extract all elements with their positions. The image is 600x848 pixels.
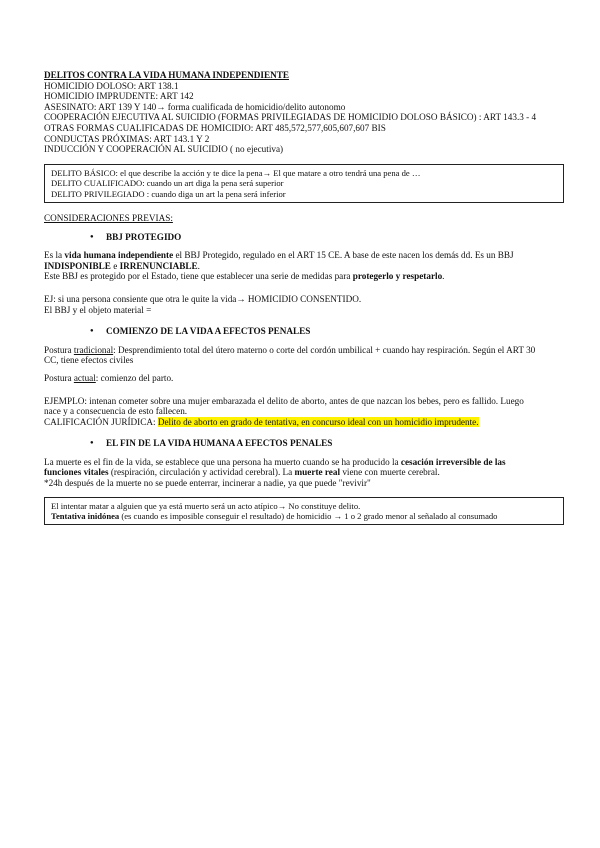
text: e	[110, 260, 120, 271]
text: : comienzo del parto.	[95, 372, 174, 383]
paragraph	[44, 457, 564, 489]
header-line: INDUCCIÓN Y COOPERACIÓN AL SUICIDIO ( no ejecutiva)	[44, 144, 284, 155]
text: (es cuando es imposible conseguir el resultado) de homicidio → 1 o 2 grado menor al señalado al consumado	[119, 511, 498, 522]
definitions-box	[44, 164, 564, 203]
text: (respiración, circulación y actividad cerebral). La	[108, 467, 295, 478]
box-line: DELITO BÁSICO: el que describe la acción y te dice la pena→ El que matare a otro tendrá una pena de …	[51, 167, 421, 178]
section-heading: CONSIDERACIONES PREVIAS:	[44, 212, 173, 223]
bold-text: Tentativa inidónea	[51, 511, 120, 522]
bold-text: vida humana independiente	[64, 250, 174, 261]
paragraph	[44, 250, 564, 282]
document-page	[44, 70, 564, 525]
box-line	[51, 511, 557, 521]
bold-text: IRRENUNCIABLE	[119, 260, 198, 271]
text: *24h después de la muerte no se puede enterrar, incinerar a nadie, ya que puede "revivir"	[44, 478, 371, 489]
text: el BBJ Protegido, regulado en el ART 15 CE. A base de este nacen los demás dd. Es un BBJ	[173, 250, 514, 261]
bullet-heading-text: EL FIN DE LA VIDA HUMANA A EFECTOS PENALES	[106, 438, 333, 449]
text: Postura	[44, 372, 74, 383]
header-line: HOMICIDIO DOLOSO: ART 138.1	[44, 80, 179, 91]
paragraph	[44, 345, 564, 366]
bullet-heading-text: COMIENZO DE LA VIDA A EFECTOS PENALES	[106, 326, 311, 337]
text: .	[197, 260, 200, 271]
paragraph	[44, 373, 564, 384]
text: Es la	[44, 250, 65, 261]
bold-text: cesación irreversible de las	[400, 456, 506, 467]
tentativa-box	[44, 497, 564, 526]
header-line: HOMICIDIO IMPRUDENTE: ART 142	[44, 91, 194, 102]
header-line: COOPERACIÓN EJECUTIVA AL SUICIDIO (FORMAS PRIVILEGIADAS DE HOMICIDIO DOLOSO BÁSICO) : ART 143.3 - 4	[44, 112, 537, 123]
bold-text: INDISPONIBLE	[44, 260, 111, 271]
text: Postura	[44, 344, 74, 355]
box-line: DELITO PRIVILEGIADO : cuando diga un art la pena será inferior	[51, 188, 286, 199]
text: EJ: si una persona consiente que otra le quite la vida→ HOMICIDIO CONSENTIDO.	[44, 293, 362, 304]
bold-text: protegerlo y respetarlo	[352, 271, 443, 282]
bullet-heading-comienzo	[44, 326, 564, 337]
text: CC, tiene efectos civiles	[44, 355, 134, 366]
text: .	[442, 271, 445, 282]
header-line: ASESINATO: ART 139 Y 140→ forma cualificada de homicidio/delito autonomo	[44, 101, 346, 112]
text: Este BBJ es protegido por el Estado, tiene que establecer una serie de medidas para	[44, 271, 353, 282]
bold-text: funciones vitales	[44, 467, 109, 478]
highlighted-text: Delito de aborto en grado de tentativa, en concurso ideal con un homicidio imprudente.	[157, 416, 479, 427]
bullet-heading-text: BBJ PROTEGIDO	[106, 231, 182, 242]
text: : Desprendimiento total del útero materno o corte del cordón umbilical + cuando hay respiración. Según el ART 30	[113, 344, 536, 355]
document-title: DELITOS CONTRA LA VIDA HUMANA INDEPENDIENTE	[44, 70, 289, 80]
underlined-text: actual	[73, 372, 96, 383]
text: viene con muerte cerebral.	[340, 467, 440, 478]
header-line: CONDUCTAS PRÓXIMAS: ART 143.1 Y 2	[44, 133, 210, 144]
paragraph	[44, 396, 564, 428]
box-line: El intentar matar a alguien que ya está muerto será un acto atípico→ No constituye delito.	[51, 500, 361, 511]
bullet-heading-bbj	[44, 232, 564, 243]
header-block	[44, 70, 564, 155]
underlined-text: tradicional	[73, 344, 114, 355]
text: EJEMPLO: intenan cometer sobre una mujer embarazada el delito de aborto, antes de que nazcan los bebes, pero es fallido. Luego	[44, 395, 524, 406]
bullet-heading-fin	[44, 438, 564, 449]
bold-text: muerte real	[294, 467, 341, 478]
paragraph	[44, 294, 564, 315]
text: La muerte es el fin de la vida, se establece que una persona ha muerto cuando se ha producido la	[44, 456, 401, 467]
text: nace y a consecuencia de esto fallecen.	[44, 406, 188, 417]
text: CALIFICACIÓN JURÍDICA:	[44, 416, 158, 427]
text: El BBJ y el objeto material =	[44, 304, 152, 315]
header-line: OTRAS FORMAS CUALIFICADAS DE HOMICIDIO: ART 485,572,577,605,607,607 BIS	[44, 122, 386, 133]
box-line: DELITO CUALIFICADO: cuando un art diga la pena será superior	[51, 178, 284, 189]
